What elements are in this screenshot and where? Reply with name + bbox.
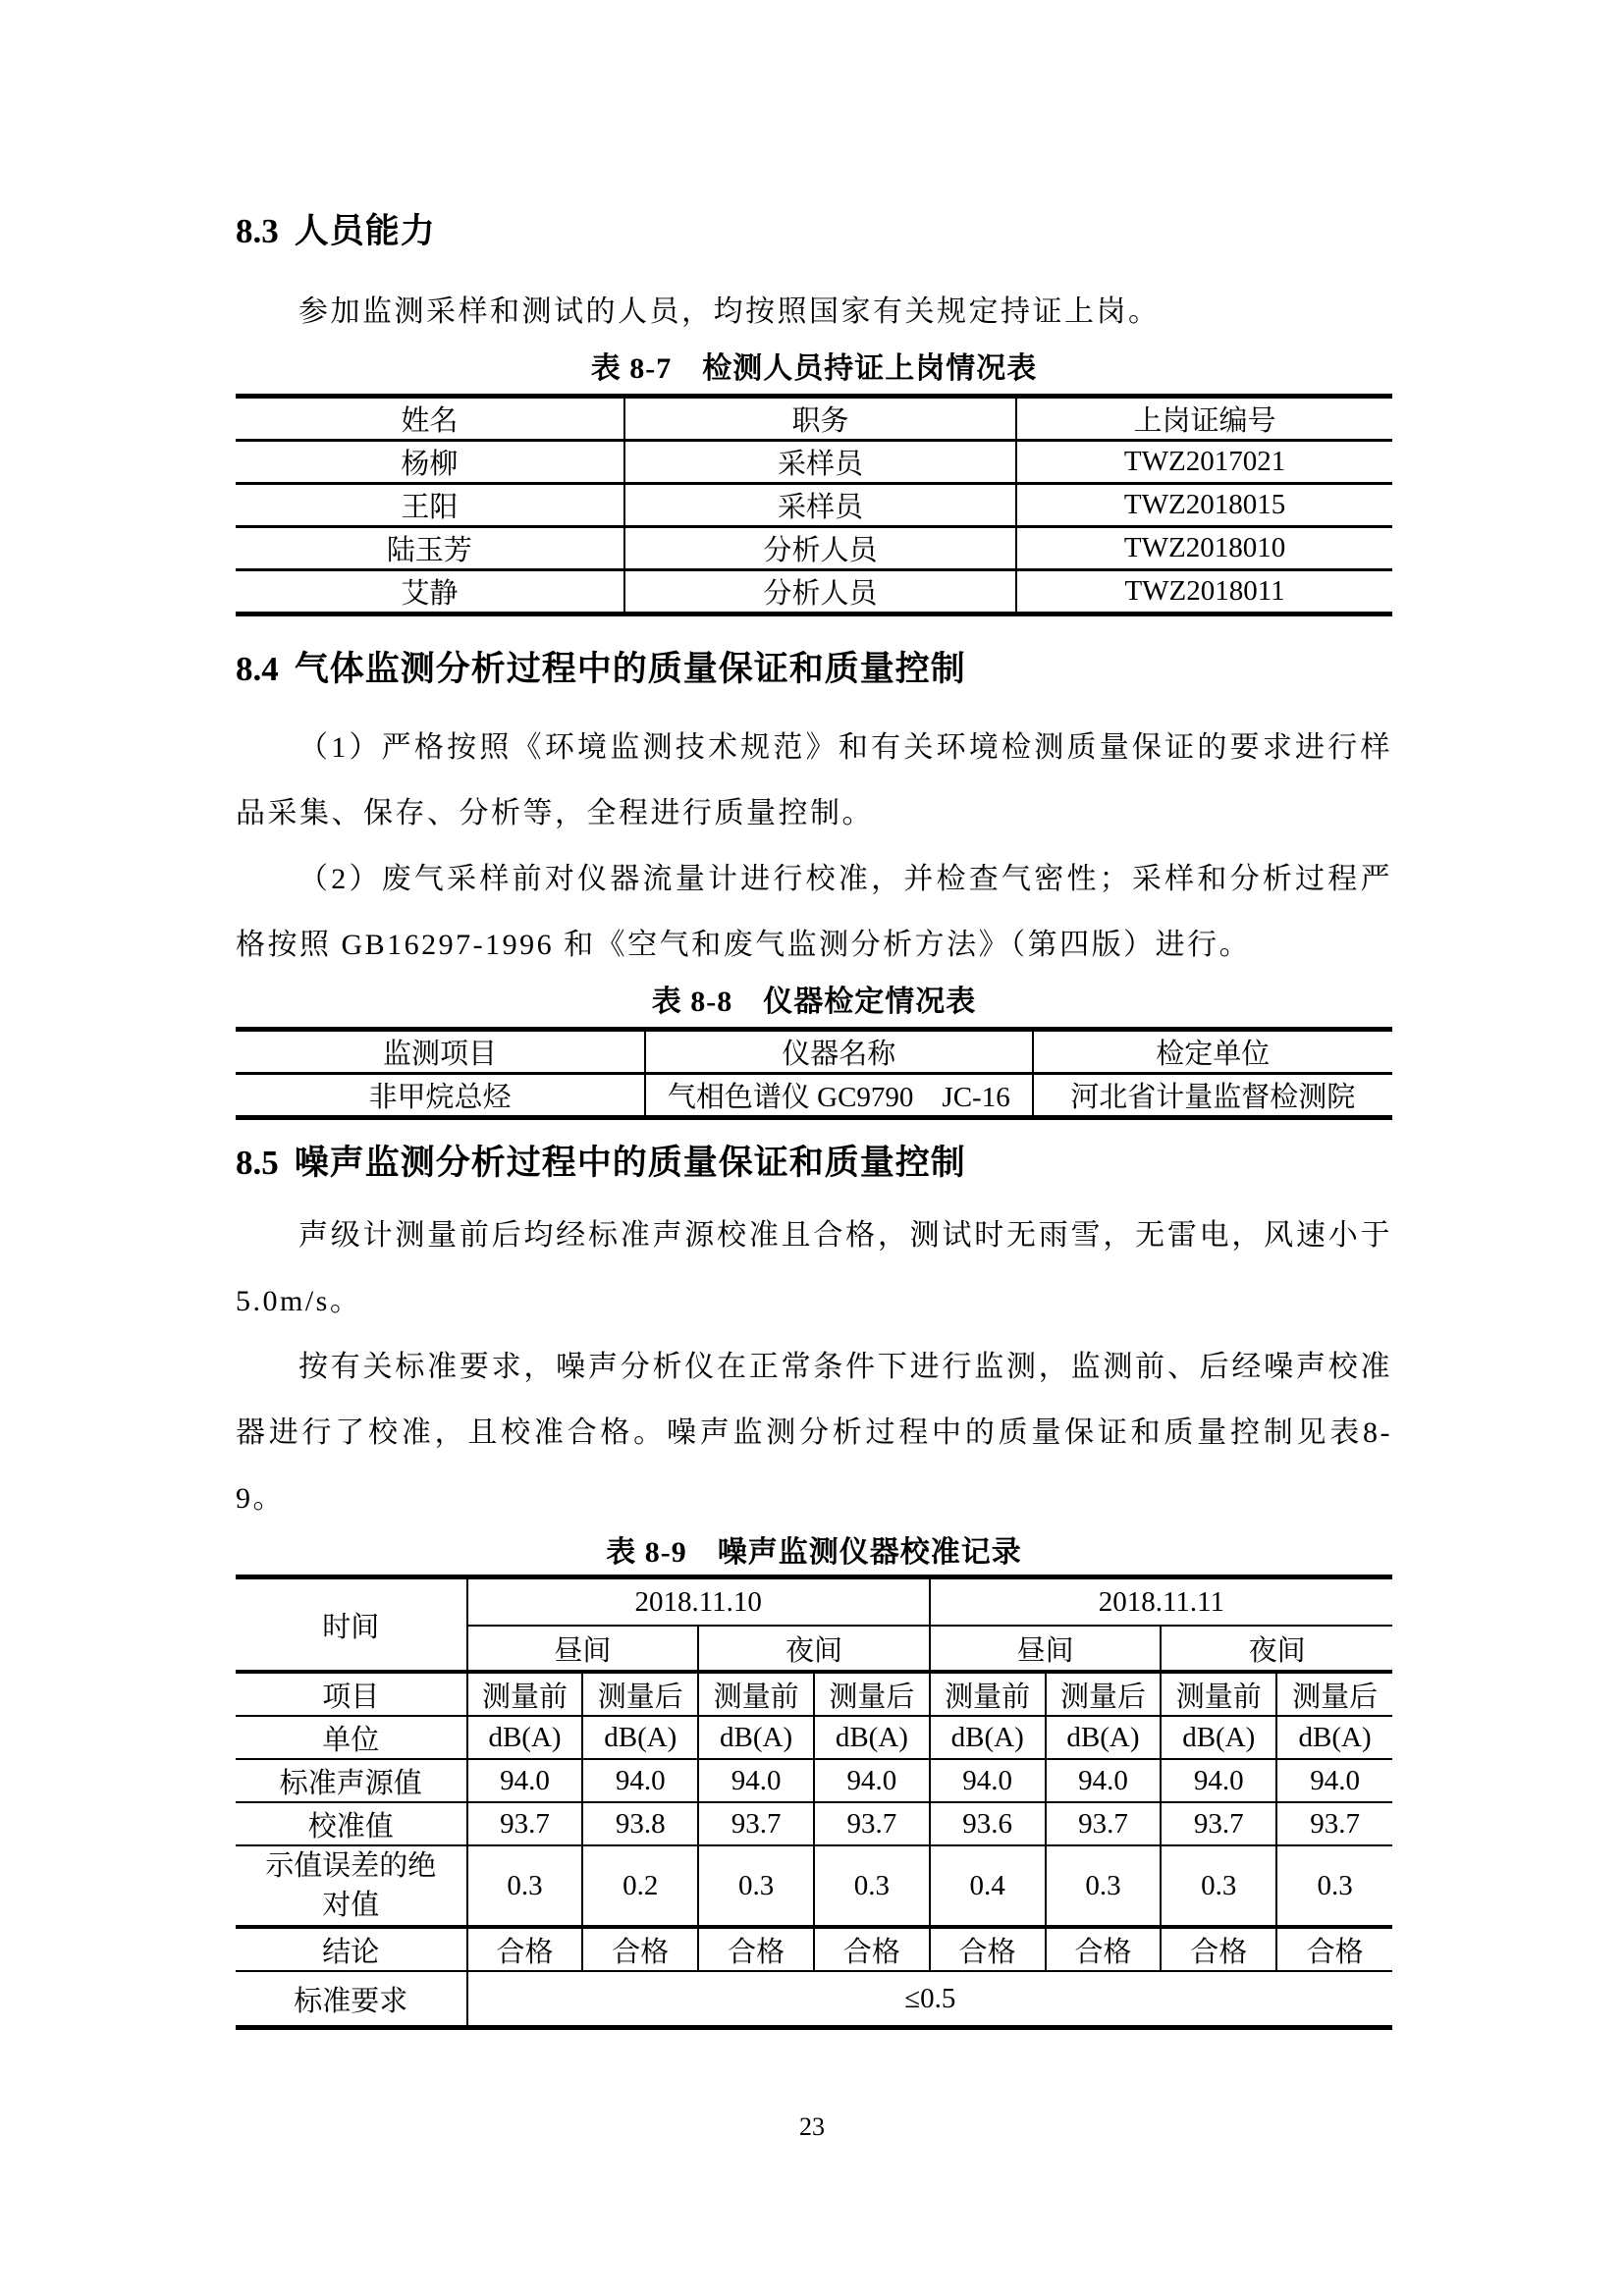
row-label-cell: 校准值 [236,1802,467,1845]
date-header-cell: 2018.11.10 [467,1577,930,1627]
data-cell: dB(A) [814,1716,930,1759]
period-header-cell: 昼间 [930,1626,1162,1672]
table-8-8 [236,1027,1392,1120]
requirement-value-cell: ≤0.5 [467,1971,1392,2028]
table-row-unit [236,1716,1392,1759]
table-row-project [236,1672,1392,1716]
section-heading-8-3 [236,208,1392,255]
header-cell: 职务 [624,397,1016,441]
table-8-9-caption: 表 8-9 噪声监测仪器校准记录 [606,1536,1022,1569]
table-8-7-caption: 表 8-7 检测人员持证上岗情况表 [590,352,1038,385]
data-cell: 0.3 [814,1845,930,1927]
data-cell: 93.7 [1161,1802,1276,1845]
row-label-cell: 标准要求 [236,1971,467,2028]
data-cell: 合格 [1276,1927,1392,1971]
header-cell: 姓名 [236,397,624,441]
data-cell: 93.7 [814,1802,930,1845]
period-header-cell: 昼间 [467,1626,699,1672]
data-cell: 94.0 [582,1759,698,1802]
table-row-conclusion [236,1927,1392,1971]
data-cell: 94.0 [698,1759,814,1802]
data-cell: 合格 [582,1927,698,1971]
row-label-cell: 结论 [236,1927,467,1971]
table-8-8-caption: 表 8-8 仪器检定情况表 [651,986,977,1018]
data-cell: 93.7 [1276,1802,1392,1845]
paragraph-8-5-2: 按有关标准要求，噪声分析仪在正常条件下进行监测，监测前、后经噪声校准器进行了校准，且校准合格。噪声监测分析过程中的质量保证和质量控制见表8-9。 [236,1351,1392,1515]
data-cell: 王阳 [236,484,624,527]
paragraph-8-4-2: （2）废气采样前对仪器流量计进行校准，并检查气密性；采样和分析过程严格按照 GB16297-1996 和《空气和废气监测分析方法》（第四版）进行。 [236,863,1392,961]
data-cell: 合格 [930,1927,1046,1971]
table-header-row [236,1030,1392,1074]
date-header-cell: 2018.11.11 [930,1577,1392,1627]
section-title: 气体监测分析过程中的质量保证和质量控制 [294,650,966,688]
row-label-cell: 标准声源值 [236,1759,467,1802]
data-cell: 94.0 [1161,1759,1276,1802]
table-row [236,527,1392,570]
data-cell: 测量前 [698,1672,814,1716]
data-cell: 0.3 [1046,1845,1162,1927]
header-cell: 监测项目 [236,1030,645,1074]
data-cell: 分析人员 [624,570,1016,614]
data-cell: 测量后 [814,1672,930,1716]
table-row [236,484,1392,527]
data-cell: TWZ2017021 [1016,441,1392,484]
data-cell: 非甲烷总烃 [236,1074,645,1118]
data-cell: dB(A) [930,1716,1046,1759]
data-cell: 合格 [814,1927,930,1971]
section-number: 8.5 [236,1144,279,1182]
table-row-requirement [236,1971,1392,2028]
data-cell: 采样员 [624,484,1016,527]
document-content [236,0,1392,2030]
table-8-9 [236,1575,1392,2030]
section-number: 8.3 [236,212,279,250]
table-row [236,570,1392,614]
table-row [236,441,1392,484]
header-cell: 检定单位 [1033,1030,1392,1074]
data-cell: 93.7 [698,1802,814,1845]
data-cell: 94.0 [467,1759,583,1802]
section-title: 噪声监测分析过程中的质量保证和质量控制 [294,1144,966,1182]
paragraph-8-4-1: （1）严格按照《环境监测技术规范》和有关环境检测质量保证的要求进行样品采集、保存、分析等，全程进行质量控制。 [236,731,1392,829]
data-cell: 94.0 [1276,1759,1392,1802]
data-cell: 合格 [698,1927,814,1971]
period-header-cell: 夜间 [1161,1626,1392,1672]
data-cell: 0.3 [1276,1845,1392,1927]
data-cell: 杨柳 [236,441,624,484]
data-cell: 94.0 [930,1759,1046,1802]
data-cell: 合格 [1046,1927,1162,1971]
data-cell: 0.4 [930,1845,1046,1927]
table-header-row [236,397,1392,441]
table-8-7 [236,394,1392,616]
corner-cell-time: 时间 [236,1577,467,1673]
data-cell: 河北省计量监督检测院 [1033,1074,1392,1118]
section-heading-8-5 [236,1140,1392,1187]
data-cell: dB(A) [1276,1716,1392,1759]
data-cell: 测量前 [1161,1672,1276,1716]
data-cell: dB(A) [582,1716,698,1759]
data-cell: 合格 [467,1927,583,1971]
table-row-abs-error [236,1845,1392,1927]
data-cell: TWZ2018015 [1016,484,1392,527]
paragraph-8-5-1: 声级计测量前后均经标准声源校准且合格，测试时无雨雪，无雷电，风速小于 5.0m/s。 [236,1219,1392,1317]
data-cell: 94.0 [814,1759,930,1802]
data-cell: 93.7 [467,1802,583,1845]
data-cell: TWZ2018011 [1016,570,1392,614]
data-cell: 合格 [1161,1927,1276,1971]
table-row-standard-source [236,1759,1392,1802]
header-cell: 仪器名称 [645,1030,1033,1074]
data-cell: 0.3 [467,1845,583,1927]
data-cell: 气相色谱仪 GC9790 JC-16 [645,1074,1033,1118]
table-header-row-dates [236,1577,1392,1627]
data-cell: 93.6 [930,1802,1046,1845]
data-cell: 测量后 [1276,1672,1392,1716]
header-cell: 上岗证编号 [1016,397,1392,441]
data-cell: 陆玉芳 [236,527,624,570]
section-number: 8.4 [236,650,279,688]
row-label-cell: 项目 [236,1672,467,1716]
data-cell: dB(A) [467,1716,583,1759]
data-cell: 0.3 [698,1845,814,1927]
period-header-cell: 夜间 [698,1626,930,1672]
page-number: 23 [799,2112,825,2141]
data-cell: 测量后 [582,1672,698,1716]
data-cell: dB(A) [1161,1716,1276,1759]
data-cell: dB(A) [698,1716,814,1759]
data-cell: 测量前 [467,1672,583,1716]
data-cell: 分析人员 [624,527,1016,570]
row-label-cell: 单位 [236,1716,467,1759]
section-heading-8-4 [236,646,1392,693]
data-cell: 0.3 [1161,1845,1276,1927]
table-row-calibration [236,1802,1392,1845]
data-cell: 采样员 [624,441,1016,484]
row-label-cell: 示值误差的绝对值 [236,1845,467,1927]
data-cell: TWZ2018010 [1016,527,1392,570]
data-cell: 93.7 [1046,1802,1162,1845]
data-cell: 93.8 [582,1802,698,1845]
data-cell: 94.0 [1046,1759,1162,1802]
section-title: 人员能力 [294,212,436,250]
data-cell: 艾静 [236,570,624,614]
data-cell: dB(A) [1046,1716,1162,1759]
data-cell: 测量前 [930,1672,1046,1716]
paragraph-8-3: 参加监测采样和测试的人员，均按照国家有关规定持证上岗。 [298,295,1161,328]
table-row [236,1074,1392,1118]
data-cell: 测量后 [1046,1672,1162,1716]
data-cell: 0.2 [582,1845,698,1927]
